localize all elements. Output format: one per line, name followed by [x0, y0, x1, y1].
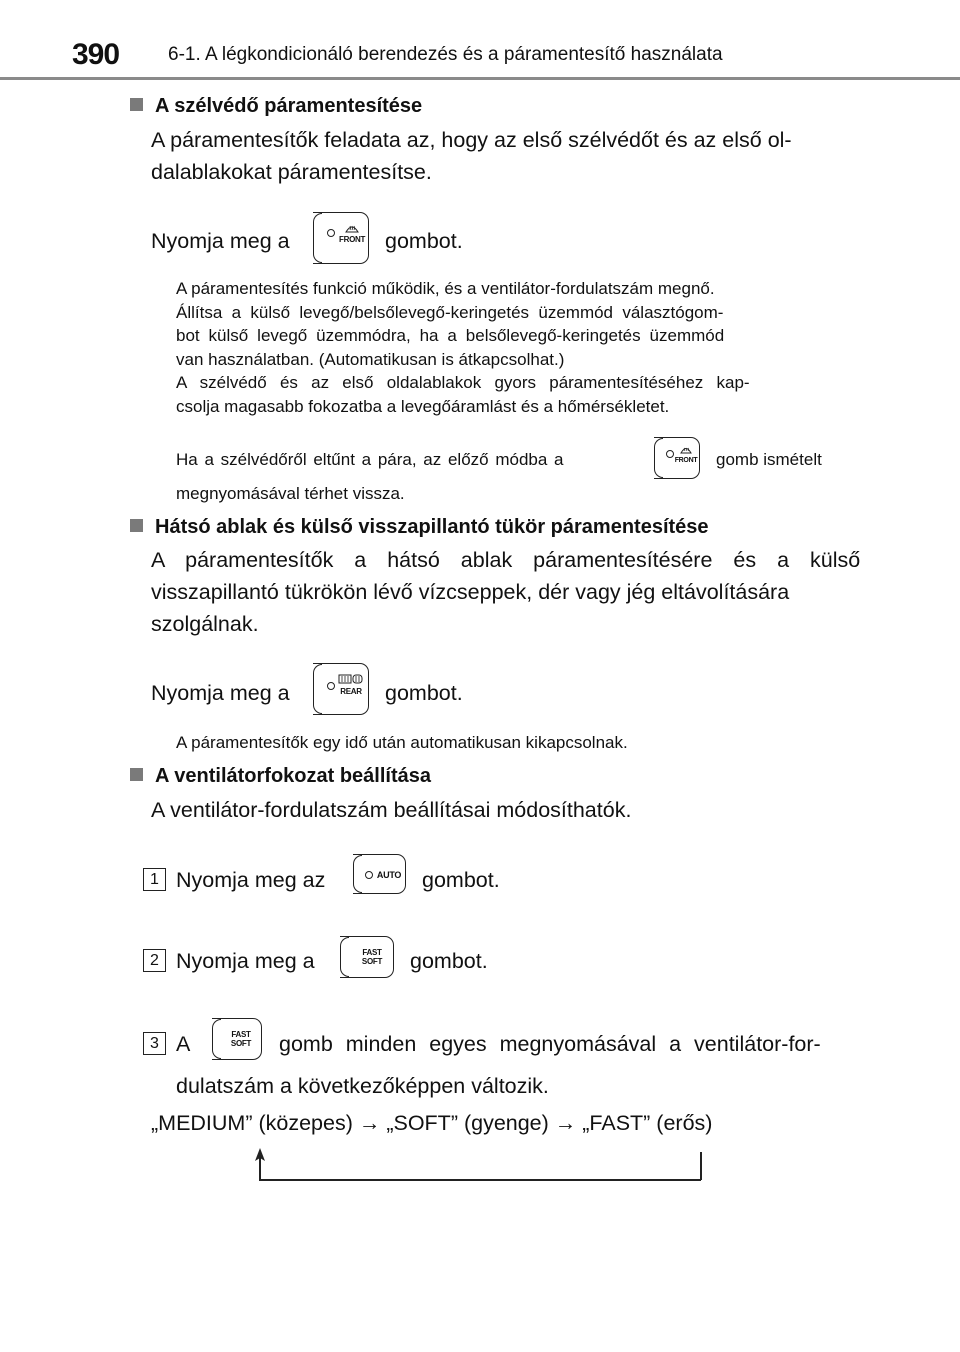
- step3-before: A: [176, 1032, 191, 1056]
- indicator-icon: [327, 682, 335, 690]
- cycle-arrow-head-icon: [253, 1148, 267, 1162]
- section3-heading: A ventilátorfokozat beállítása: [130, 765, 431, 788]
- front-label: FRONT: [674, 457, 698, 464]
- section2-heading: Hátsó ablak és külső visszapillantó tükör páramentesítése: [130, 516, 709, 539]
- fan-speed-sequence: „MEDIUM” (közepes) → „SOFT” (gyenge) → „FAST” (erős): [151, 1111, 713, 1135]
- section2-press-before: Nyomja meg a: [151, 681, 290, 705]
- windshield-defog-icon: [680, 445, 692, 454]
- step1-before: Nyomja meg az: [176, 868, 326, 892]
- indicator-icon: [666, 450, 674, 458]
- front-defogger-button[interactable]: [313, 212, 369, 264]
- step-number-1: 1: [143, 868, 166, 891]
- indicator-icon: [327, 229, 335, 237]
- step1-after: gombot.: [422, 868, 500, 892]
- section3-intro: A ventilátor-fordulatszám beállításai módosíthatók.: [151, 798, 632, 822]
- indicator-icon: [365, 871, 373, 879]
- chapter-title: 6-1. A légkondicionáló berendezés és a páramentesítő használata: [168, 44, 723, 65]
- section1-note-line2: Állítsa a külső levegő/belsőlevegő-keringetés üzemmód választógom-: [176, 303, 724, 322]
- section1-note-line3: bot külső levegő üzemmódra, ha a belsőlevegő-keringetés üzemmód: [176, 326, 725, 345]
- soft-label: SOFT: [361, 957, 383, 966]
- rear-window-defog-icon: [338, 674, 364, 685]
- fan-speed-button[interactable]: [340, 936, 394, 978]
- step3-after: gomb minden egyes megnyomásával a ventilátor-for-: [279, 1032, 821, 1056]
- cycle-arrow-bottom-line: [259, 1179, 701, 1181]
- section2-press-after: gombot.: [385, 681, 463, 705]
- rear-label: REAR: [340, 687, 362, 696]
- section1-para-line2: dalablakokat páramentesítse.: [151, 160, 432, 184]
- section1-note-line5: A szélvédő és az első oldalablakok gyors páramentesítéséhez kap-: [176, 373, 750, 392]
- fast-label: FAST: [362, 948, 382, 957]
- step2-before: Nyomja meg a: [176, 949, 315, 973]
- page-number: 390: [72, 38, 120, 71]
- square-bullet-icon: [130, 519, 143, 532]
- cycle-arrow-right-line: [700, 1152, 702, 1180]
- section1-return-before: Ha a szélvédőről eltűnt a pára, az előző módba a: [176, 450, 564, 469]
- auto-label: AUTO: [376, 870, 402, 880]
- step-number-2: 2: [143, 949, 166, 972]
- fast-label: FAST: [231, 1030, 251, 1039]
- section1-note-line1: A páramentesítés funkció működik, és a ventilátor-fordulatszám megnő.: [176, 279, 715, 298]
- section1-para-line1: A páramentesítők feladata az, hogy az első szélvédőt és az első ol-: [151, 128, 792, 152]
- section2-para-line3: szolgálnak.: [151, 612, 259, 636]
- square-bullet-icon: [130, 768, 143, 781]
- soft-label: SOFT: [230, 1039, 252, 1048]
- section2-para-line2: visszapillantó tükrökön lévő vízcseppek, dér vagy jég eltávolítására: [151, 580, 790, 604]
- front-defogger-button-inline[interactable]: [654, 437, 700, 479]
- section1-press-after: gombot.: [385, 229, 463, 253]
- section1-press-before: Nyomja meg a: [151, 229, 290, 253]
- auto-button[interactable]: [353, 854, 406, 894]
- section2-note: A páramentesítők egy idő után automatikusan kikapcsolnak.: [176, 733, 628, 752]
- square-bullet-icon: [130, 98, 143, 111]
- rear-defogger-button[interactable]: [313, 663, 369, 715]
- section2-para-line1: A páramentesítők a hátsó ablak páramentesítésére és a külső: [151, 548, 861, 572]
- section1-heading: A szélvédő páramentesítése: [130, 95, 422, 118]
- section1-note-line6: csolja magasabb fokozatba a levegőáramlást és a hőmérsékletet.: [176, 397, 670, 416]
- step-number-3: 3: [143, 1032, 166, 1055]
- section1-note-line4: van használatban. (Automatikusan is átkapcsolhat.): [176, 350, 565, 369]
- front-label: FRONT: [339, 235, 366, 244]
- header-divider: [0, 77, 960, 80]
- fan-speed-button-inline[interactable]: [212, 1018, 262, 1060]
- windshield-defog-icon: [345, 223, 359, 233]
- step3-line2: dulatszám a következőképpen változik.: [176, 1074, 549, 1098]
- step2-after: gombot.: [410, 949, 488, 973]
- section1-return-after: gomb ismételt: [716, 450, 822, 469]
- section1-return-line2: megnyomásával térhet vissza.: [176, 484, 405, 503]
